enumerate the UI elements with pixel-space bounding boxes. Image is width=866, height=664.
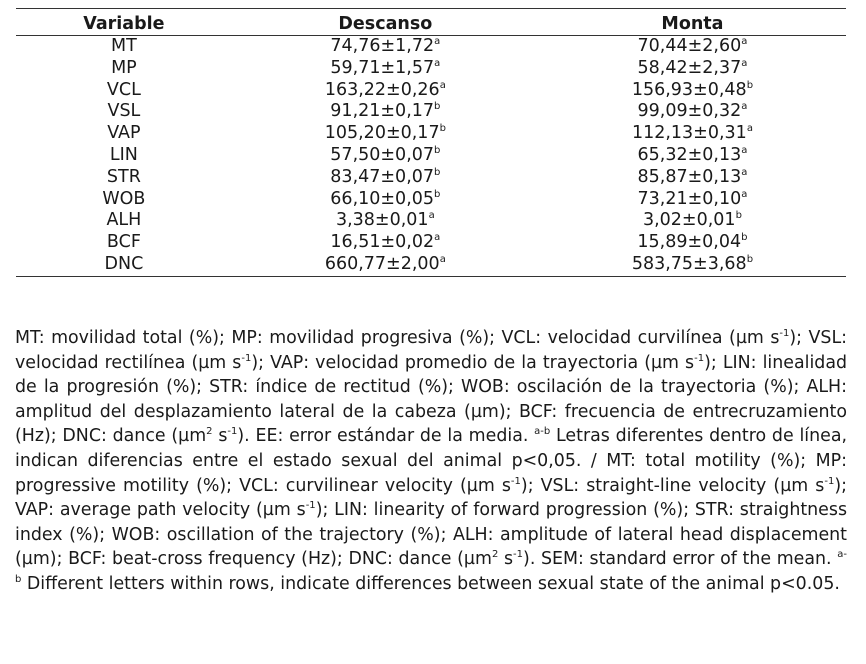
cell-value: 163,22±0,26 xyxy=(324,79,440,100)
cell-variable: LIN xyxy=(109,144,138,165)
significance-letter: a xyxy=(746,123,753,135)
note-sup: a-b xyxy=(534,426,551,438)
cell-monta xyxy=(539,58,846,80)
note-sup: -1 xyxy=(513,549,524,561)
cell-value: 85,87±0,13 xyxy=(637,166,742,187)
cell-monta xyxy=(539,145,846,167)
table-row xyxy=(16,101,846,123)
cell-value: 112,13±0,31 xyxy=(631,123,747,144)
cell-descanso xyxy=(232,210,539,232)
cell-value: 65,32±0,13 xyxy=(637,144,742,165)
cell-descanso xyxy=(232,232,539,254)
significance-letter: a xyxy=(741,57,748,69)
cell-value: 83,47±0,07 xyxy=(330,166,435,187)
note-sup: a-b xyxy=(15,549,847,585)
note-text: s xyxy=(212,426,228,447)
cell-variable: MT xyxy=(111,36,137,56)
significance-letter: a xyxy=(439,253,446,265)
cell-variable: VSL xyxy=(107,101,141,122)
cell-value: 73,21±0,10 xyxy=(637,188,742,209)
cell-descanso xyxy=(232,123,539,145)
note-text: ); VAP: velocidad promedio de la trayectoria (µm s xyxy=(251,352,695,373)
table-row xyxy=(16,167,846,189)
table-row xyxy=(16,189,846,211)
significance-letter: b xyxy=(746,79,754,91)
cell-monta xyxy=(539,232,846,254)
cell-value: 15,89±0,04 xyxy=(637,232,742,253)
cell-descanso xyxy=(232,167,539,189)
table-body xyxy=(16,36,846,277)
cell-descanso xyxy=(232,145,539,167)
note-sup: -1 xyxy=(824,475,835,487)
cell-descanso xyxy=(232,101,539,123)
table-footnote xyxy=(15,326,847,597)
cell-monta xyxy=(539,80,846,102)
note-sup: 2 xyxy=(491,549,499,561)
note-text: MT: movilidad total (%); MP: movilidad progresiva (%); VCL: velocidad curvilínea (µm s xyxy=(15,328,780,348)
significance-letter: a xyxy=(741,101,748,113)
cell-value: 99,09±0,32 xyxy=(637,101,742,122)
significance-letter: a xyxy=(741,36,748,47)
note-text: ); LIN: linearity of forward progression (%); STR: straightness index (%); WOB: oscillation of the trajectory (%); ALH: amplitude of lateral head displacement (µm); BCF: beat-cross frequency (Hz); DNC: dance (µm xyxy=(15,500,848,570)
table-row xyxy=(16,232,846,254)
note-sup: -1 xyxy=(227,426,238,438)
cell-variable: WOB xyxy=(102,188,146,209)
table-row xyxy=(16,58,846,80)
note-text: ); VSL: velocidad rectilínea (µm s xyxy=(15,328,848,373)
data-table-container xyxy=(16,8,846,277)
note-sup: -1 xyxy=(305,500,316,512)
note-sup: 2 xyxy=(206,426,213,438)
significance-letter: b xyxy=(434,101,441,113)
cell-descanso xyxy=(232,58,539,80)
cell-value: 91,21±0,17 xyxy=(330,101,435,122)
cell-value: 3,02±0,01 xyxy=(642,210,736,231)
cell-monta xyxy=(539,101,846,123)
note-text: ); LIN: linealidad de la progresión (%); STR: índice de rectitud (%); WOB: oscilación de la trayectoria (%); ALH: amplitud del desplazamiento lateral de la cabeza (µm); BCF: frecuencia de entrecruzamiento (Hz); DNC: dance (µm xyxy=(15,352,848,447)
note-text: Different letters within rows, indicate differences between sexual state of the animal p<0.05. xyxy=(21,573,840,594)
cell-value: 58,42±2,37 xyxy=(637,57,742,78)
significance-letter: b xyxy=(434,188,441,200)
cell-value: 70,44±2,60 xyxy=(637,36,742,56)
significance-letter: b xyxy=(746,253,754,265)
table-row xyxy=(16,145,846,167)
table-row xyxy=(16,36,846,58)
cell-monta xyxy=(539,36,846,58)
table-row xyxy=(16,123,846,145)
significance-letter: b xyxy=(741,232,748,244)
note-text: ). EE: error estándar de la media. xyxy=(237,426,535,447)
cell-value: 156,93±0,48 xyxy=(631,79,747,100)
cell-descanso xyxy=(232,254,539,276)
cell-variable: DNC xyxy=(16,254,232,276)
cell-variable: MP xyxy=(111,57,137,78)
significance-letter: a xyxy=(741,188,748,200)
cell-value: 74,76±1,72 xyxy=(330,36,435,56)
cell-variable: BCF xyxy=(106,232,141,253)
cell-value: 16,51±0,02 xyxy=(330,232,435,253)
significance-letter: a xyxy=(439,79,446,91)
significance-letter: a xyxy=(741,166,748,178)
note-text: ). SEM: standard error of the mean. xyxy=(523,549,838,570)
header-variable: Variable xyxy=(16,9,232,36)
table-row xyxy=(16,254,846,276)
significance-letter: a xyxy=(434,232,441,244)
cell-monta xyxy=(539,254,846,276)
significance-letter: a xyxy=(434,57,441,69)
cell-value: 3,38±0,01 xyxy=(335,210,429,231)
table-row xyxy=(16,210,846,232)
significance-letter: a xyxy=(741,144,748,156)
significance-letter: a xyxy=(428,210,435,222)
table-header-row xyxy=(16,9,846,36)
significance-letter: b xyxy=(735,210,742,222)
cell-variable: STR xyxy=(106,166,141,187)
note-sup: -1 xyxy=(241,352,252,364)
cell-value: 57,50±0,07 xyxy=(330,144,435,165)
cell-descanso xyxy=(232,189,539,211)
cell-variable: VAP xyxy=(107,123,141,144)
cell-value: 66,10±0,05 xyxy=(330,188,435,209)
cell-value: 59,71±1,57 xyxy=(330,57,435,78)
data-table xyxy=(16,8,846,277)
note-sup: -1 xyxy=(694,352,705,364)
header-descanso: Descanso xyxy=(232,9,539,36)
significance-letter: b xyxy=(434,144,441,156)
header-monta: Monta xyxy=(539,9,846,36)
note-text: s xyxy=(498,549,514,570)
significance-letter: a xyxy=(434,36,441,47)
cell-monta xyxy=(539,189,846,211)
cell-value: 105,20±0,17 xyxy=(324,123,440,144)
note-text: ); VSL: straight-line velocity (µm s xyxy=(520,475,825,496)
cell-variable: VCL xyxy=(106,79,141,100)
cell-value: 583,75±3,68 xyxy=(631,253,747,274)
note-text: ); VAP: average path velocity (µm s xyxy=(15,475,847,521)
significance-letter: b xyxy=(439,123,446,135)
cell-monta xyxy=(539,210,846,232)
cell-descanso xyxy=(232,36,539,58)
note-sup: -1 xyxy=(510,475,521,487)
cell-value: 660,77±2,00 xyxy=(324,253,440,274)
note-sup: -1 xyxy=(779,328,790,339)
significance-letter: b xyxy=(434,166,441,178)
cell-monta xyxy=(539,123,846,145)
cell-monta xyxy=(539,167,846,189)
cell-descanso xyxy=(232,80,539,102)
cell-variable: ALH xyxy=(106,210,142,231)
table-row xyxy=(16,80,846,102)
note-text: Letras diferentes dentro de línea, indican diferencias entre el estado sexual del animal p<0,05. / MT: total motility (%); MP: progressive motility (%); VCL: curvilinear velocity (µm s xyxy=(15,426,848,496)
